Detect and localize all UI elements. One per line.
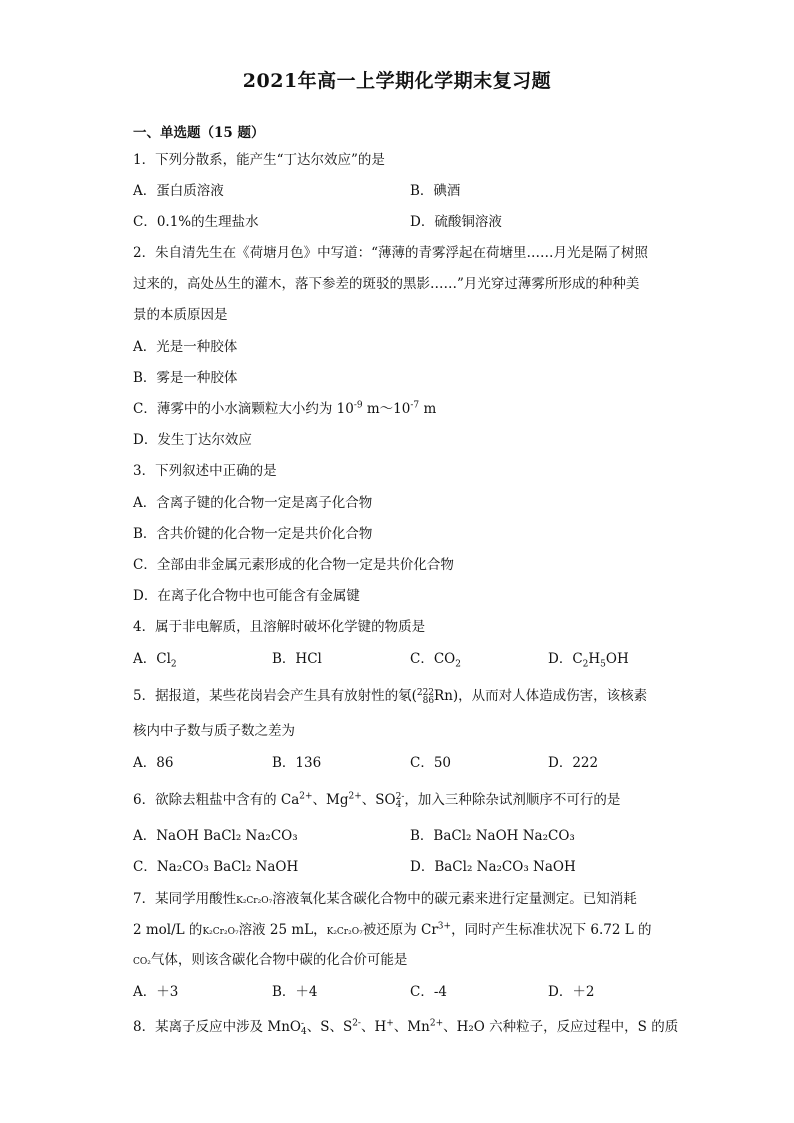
q3-option-a: A．含离子键的化合物一定是离子化合物: [133, 495, 373, 511]
q7-line-2: 2 mol/L 的K₂Cr₂O₇溶液 25 mL，K₂Cr₂O₇被还原为 $Cr^{3+}$，同时产生标准状况下 6.72 L 的: [133, 921, 652, 938]
q5-option-a: A．86: [133, 755, 174, 771]
q7-option-a: A．＋3: [133, 984, 179, 1000]
q3-option-d: D．在离子化合物中也可能含有金属键: [133, 588, 360, 604]
q2-option-c: C．薄雾中的小水滴颗粒大小约为 $10^{-9}$ $m\sim 10^{-7}$ m: [133, 400, 437, 417]
q7-line-3: CO₂气体，则该含碳化合物中碳的化合价可能是: [133, 952, 408, 968]
q5-line-2: 核内中子数与质子数之差为: [133, 723, 295, 739]
q4-stem: 4．属于非电解质，且溶解时破坏化学键的物质是: [133, 619, 426, 635]
q6-option-a: A．NaOH BaCl₂ Na₂CO₃: [133, 828, 298, 844]
q4-option-d: D．$C_2H_5OH$: [548, 651, 629, 670]
q7-option-c: C．-4: [410, 984, 447, 1000]
rn-nuclide-prefix: 222 86: [416, 687, 435, 706]
q7-option-d: D．＋2: [548, 984, 595, 1000]
q6-option-c: C．Na₂CO₃ BaCl₂ NaOH: [133, 859, 299, 875]
page-title: 2021年高一上学期化学期末复习题: [242, 70, 552, 92]
q1-option-a: A．蛋白质溶液: [133, 183, 224, 199]
q2-line-1: 2．朱自清先生在《荷塘月色》中写道：“薄薄的青雾浮起在荷塘里……月光是隔了树照: [133, 245, 648, 261]
q2-option-a: A．光是一种胶体: [133, 339, 238, 355]
q7-option-b: B．＋4: [272, 984, 318, 1000]
q4-option-b: B．HCl: [272, 651, 322, 667]
q2-option-b: B．雾是一种胶体: [133, 370, 238, 386]
q1-option-b: B．碘酒: [410, 183, 461, 199]
q5-line-1: 5．据报道，某些花岗岩会产生具有放射性的氡( 222 86 Rn)，从而对人体造成伤害，该核素: [133, 687, 648, 706]
q6-option-b: B．BaCl₂ NaOH Na₂CO₃: [410, 828, 575, 844]
q5-option-d: D．222: [548, 755, 599, 771]
q1-stem: 1．下列分散系，能产生“丁达尔效应”的是: [133, 152, 385, 168]
q3-option-c: C．全部由非金属元素形成的化合物一定是共价化合物: [133, 557, 454, 573]
q2-line-3: 景的本质原因是: [133, 307, 228, 323]
q4-option-a: A．$Cl_2$: [133, 651, 177, 670]
q2-line-2: 过来的，高处丛生的灌木，落下参差的斑驳的黑影……”月光穿过薄雾所形成的种种美: [133, 276, 640, 292]
q2-option-d: D．发生丁达尔效应: [133, 432, 252, 448]
q6-stem: 6．欲除去粗盐中含有的 $Ca^{2+}$、$Mg^{2+}$、SO 2- 4 ，加入三种除杂试剂顺序不可行的是: [133, 791, 621, 810]
q3-stem: 3．下列叙述中正确的是: [133, 463, 277, 479]
section-heading: 一、单选题（15 题）: [133, 125, 265, 141]
q3-option-b: B．含共价键的化合物一定是共价化合物: [133, 526, 373, 542]
q6-option-d: D．BaCl₂ Na₂CO₃ NaOH: [410, 859, 576, 875]
q5-option-b: B．136: [272, 755, 322, 771]
q1-option-d: D．硫酸铜溶液: [410, 214, 502, 230]
q8-line-1: 8．某离子反应中涉及 MnO - 4 、S、$S^{2-}$、H+、$Mn^{2+}$、H₂O 六种粒子，反应过程中，S 的质: [133, 1018, 679, 1037]
q1-option-c: C．0.1%的生理盐水: [133, 214, 259, 230]
q4-option-c: C．$CO_2$: [410, 651, 461, 670]
q7-line-1: 7．某同学用酸性K₂Cr₂O₇溶液氧化某含碳化合物中的碳元素来进行定量测定。已知消耗: [133, 891, 637, 907]
q5-option-c: C．50: [410, 755, 452, 771]
